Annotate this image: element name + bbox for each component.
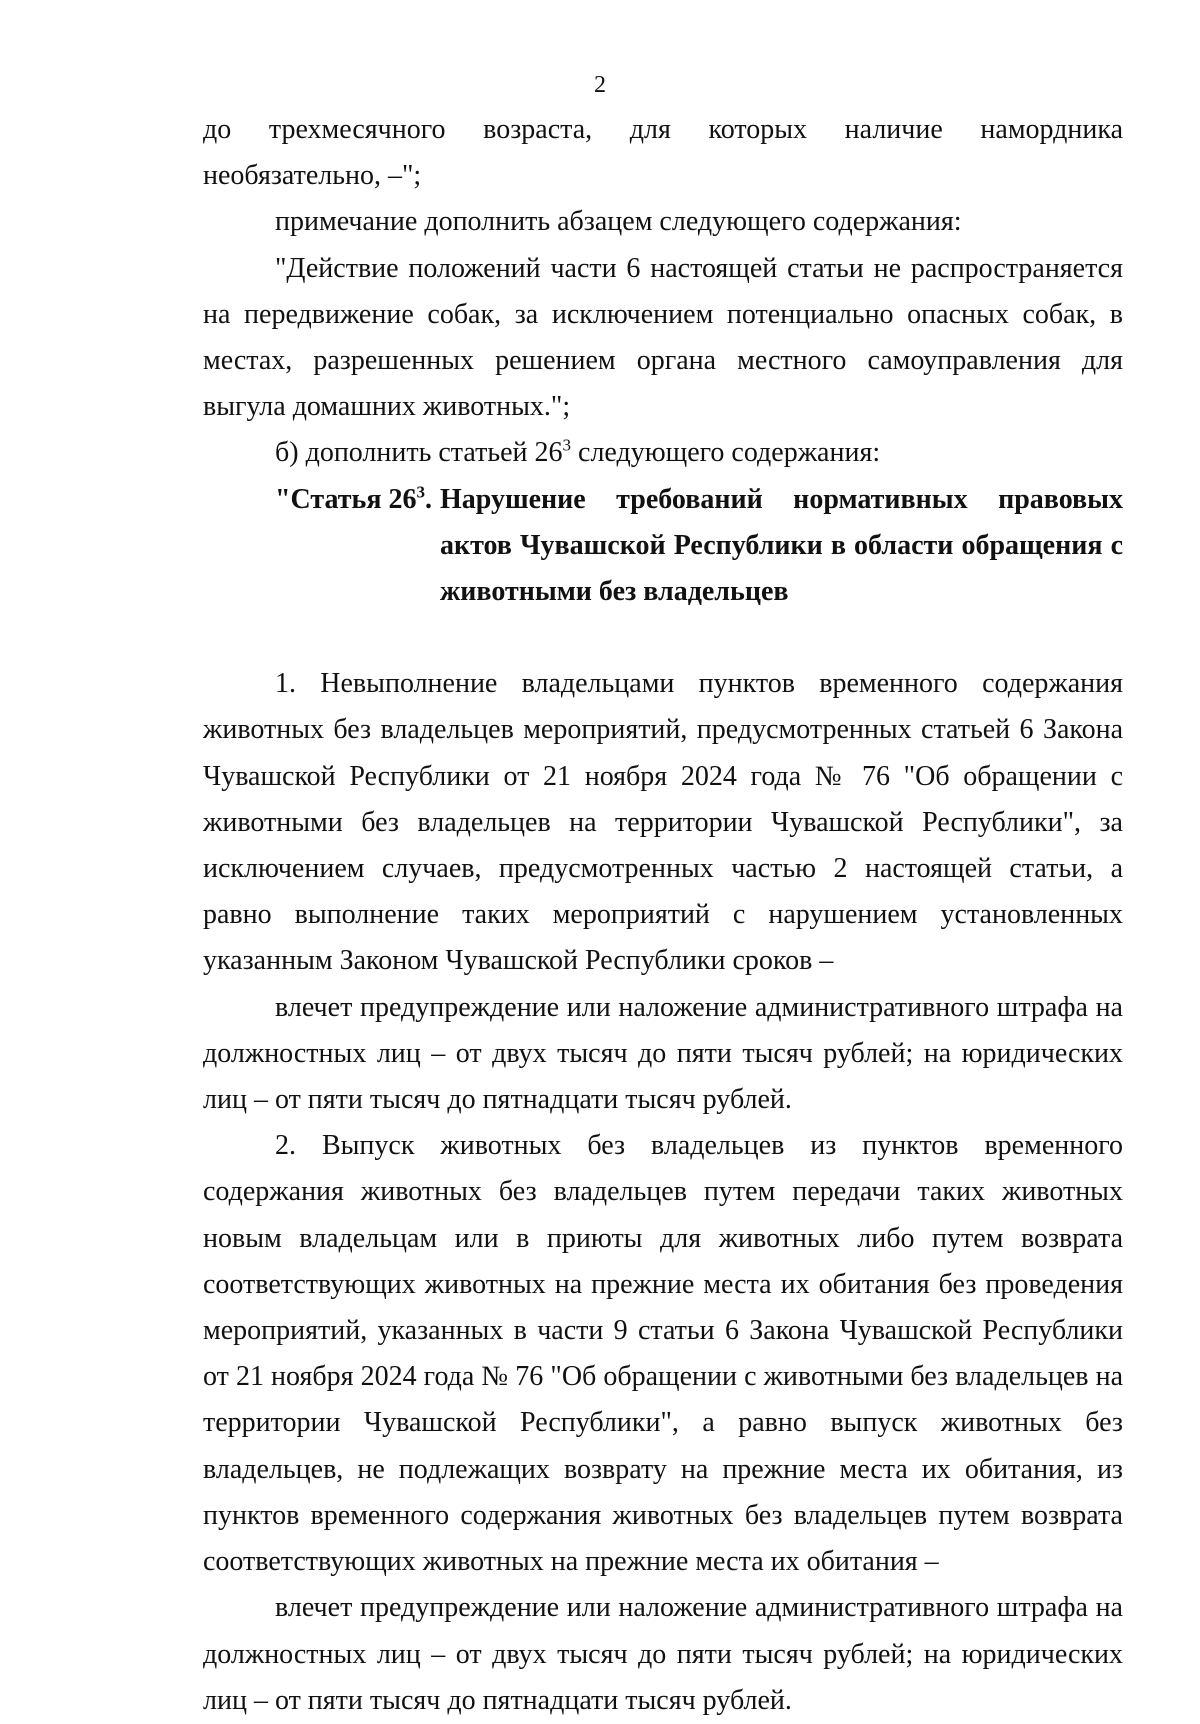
paragraph-part-1: 1. Невыполнение владельцами пунктов временного содержания животных без владельцев мероприятий, предусмотренных статьей 6 Закона Чувашской Республики от 21 ноября 2024 года № 76 "Об обращении с животными без владельцев на территории Чувашской Республики", за исключением случаев, предусмотренных частью 2 настоящей статьи, а равно выполнение таких мероприятий с нарушением установленных указанным Законом Чувашской Республики сроков – (203, 668, 1123, 977)
paragraph-sanction-2: влечет предупреждение или наложение административного штрафа на должностных лиц – от двух тысяч до пяти тысяч рублей; на юридических лиц – от пяти тысяч до пятнадцати тысяч рублей. (203, 1592, 1123, 1716)
paragraph-part-2: 2. Выпуск животных без владельцев из пунктов временного содержания животных без владельцев путем передачи таких животных новым владельцам или в приюты для животных либо путем возврата соответствующих животных на прежние места их обитания без проведения мероприятий, указанных в части 9 статьи 6 Закона Чувашской Республики от 21 ноября 2024 года № 76 "Об обращении с животными без владельцев на территории Чувашской Республики", а равно выпуск животных без владельцев, не подлежащих возврату на прежние места их обитания, из пунктов временного содержания животных без владельцев путем возврата соответствующих животных на прежние места их обитания – (203, 1130, 1123, 1578)
paragraph-addition-instruction (203, 430, 1123, 476)
paragraph-sanction-1: влечет предупреждение или наложение административного штрафа на должностных лиц – от двух тысяч до пяти тысяч рублей; на юридических лиц – от пяти тысяч до пятнадцати тысяч рублей. (203, 991, 1123, 1116)
article-heading (203, 477, 1123, 616)
article-title: Нарушение требований нормативных правовых актов Чувашской Республики в области обращения с животными без владельцев (439, 483, 1123, 608)
spacer (203, 615, 1123, 661)
article-number-text: "Статья 26 (275, 483, 417, 515)
article-number (275, 477, 440, 616)
paragraph-note-instruction: примечание дополнить абзацем следующего содержания: (275, 206, 962, 238)
article-number-superscript: 3 (416, 482, 425, 502)
addition-superscript: 3 (562, 436, 572, 456)
article-number-dot: . (424, 483, 432, 515)
paragraph-note-text: "Действие положений части 6 настоящей статьи не распространяется на передвижение собак, за исключением потенциально опасных собак, в местах, разрешенных решением органа местного самоуправления для выгула домашних животных."; (203, 252, 1123, 423)
page-number: 2 (594, 72, 606, 98)
paragraph-continuation: до трехмесячного возраста, для которых наличие намордника необязательно, –"; (203, 114, 1123, 192)
addition-text-after: следующего содержания: (571, 437, 881, 469)
document-body (203, 107, 1123, 1724)
addition-text-before: б) дополнить статьей 26 (275, 437, 563, 469)
